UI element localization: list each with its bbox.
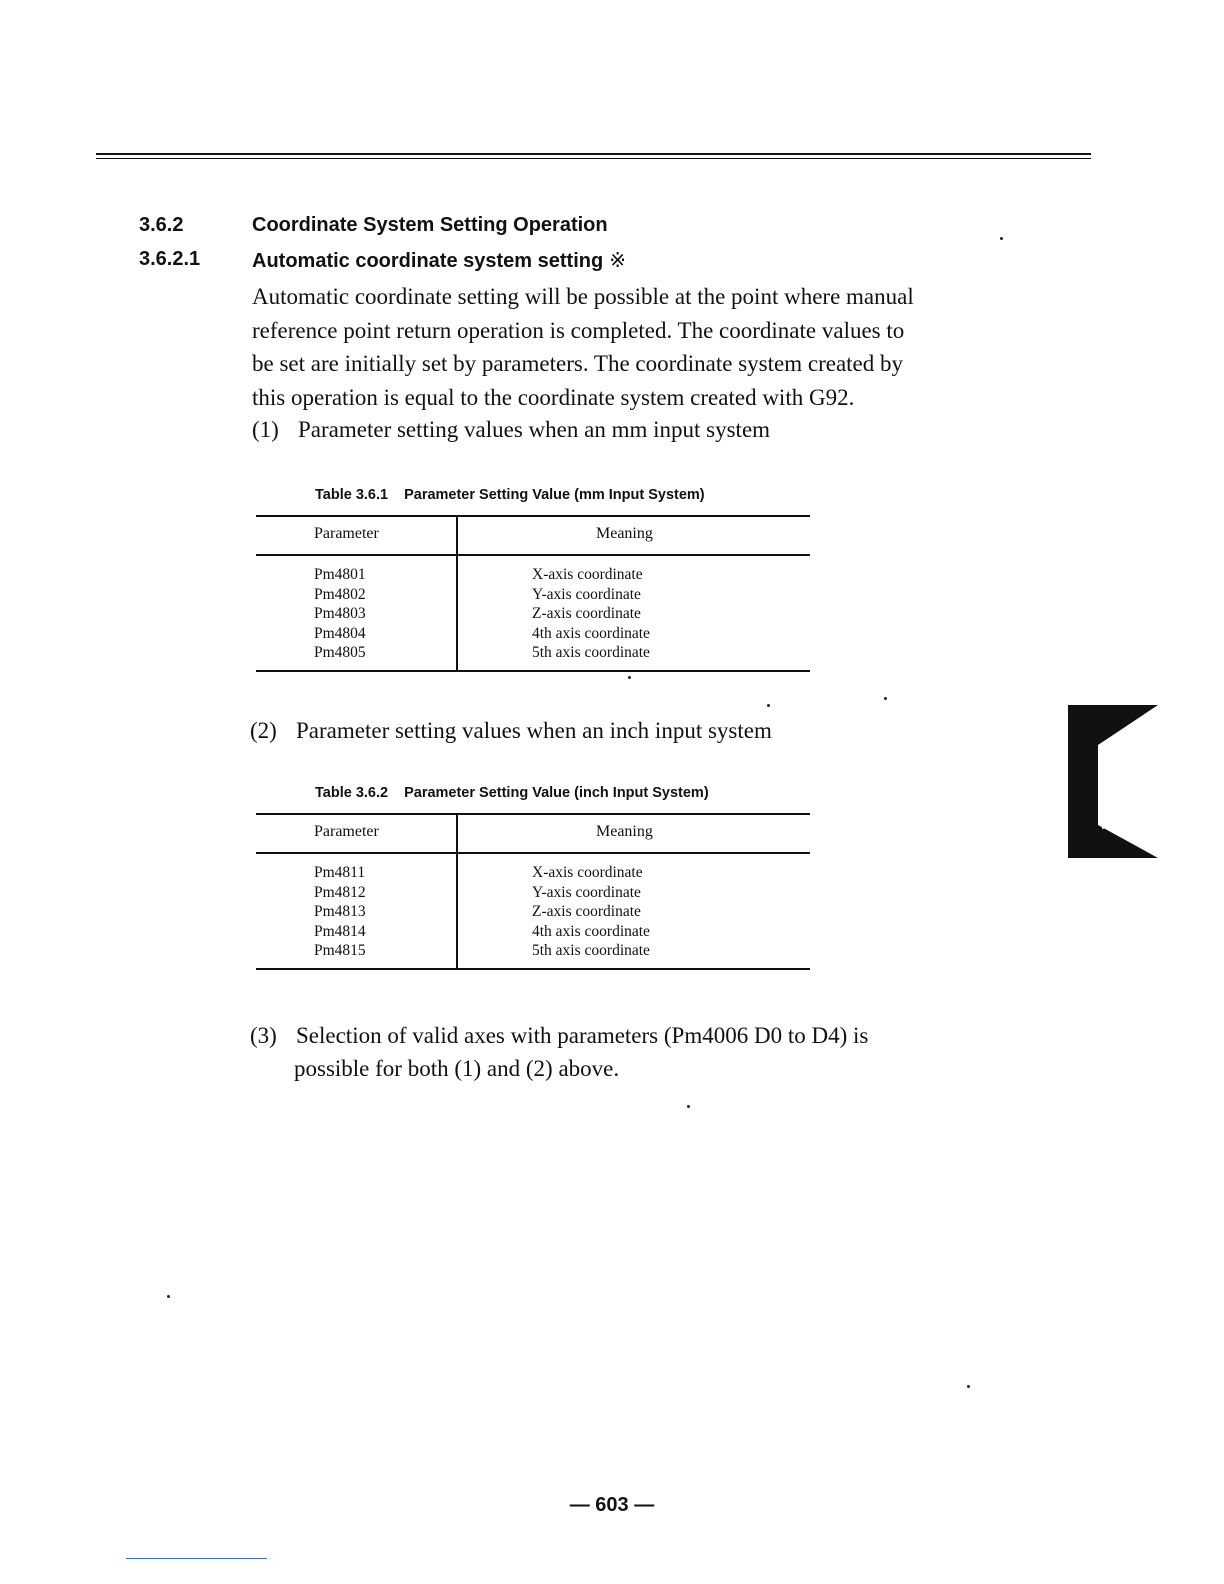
table-caption <box>315 785 709 801</box>
header-rule-thin <box>96 158 1091 159</box>
footer-rule <box>126 1558 267 1559</box>
table-cell-meaning: 4th axis coordinate <box>532 922 650 940</box>
scan-speck <box>687 1105 690 1108</box>
section-number: 3.6.2 <box>139 214 184 236</box>
meaning-column <box>532 565 650 663</box>
list-item-2 <box>250 714 772 747</box>
page-number: — 603 — <box>569 1494 655 1516</box>
table-rule <box>256 554 810 556</box>
table-caption <box>315 487 705 503</box>
table-cell-meaning: X-axis coordinate <box>532 864 643 881</box>
table-cell-meaning: Y-axis coordinate <box>532 883 641 901</box>
option-marker-icon: ※ <box>609 250 626 272</box>
table-cell-parameter: Pm4814 <box>314 922 366 940</box>
column-header-parameter: Parameter <box>314 525 379 542</box>
column-header-meaning: Meaning <box>596 525 653 542</box>
section-title: Coordinate System Setting Operation <box>252 214 608 236</box>
table-cell-meaning: 5th axis coordinate <box>532 644 650 661</box>
table-cell-meaning: Y-axis coordinate <box>532 585 641 603</box>
table-rule <box>256 968 810 970</box>
table-rule <box>256 852 810 854</box>
table-title: Parameter Setting Value (mm Input System) <box>404 487 705 503</box>
chapter-tab-icon <box>1068 705 1158 858</box>
table-rule <box>256 515 810 517</box>
table-cell-parameter: Pm4813 <box>314 903 366 920</box>
list-item-1 <box>252 413 770 446</box>
parameter-table-mm <box>256 515 810 673</box>
table-rule <box>256 670 810 672</box>
body-line: be set are initially set by parameters. The coordinate system created by <box>252 351 903 376</box>
table-cell-parameter: Pm4811 <box>314 864 366 881</box>
table-cell-parameter: Pm4801 <box>314 566 366 583</box>
subsection-title <box>252 248 626 273</box>
scan-speck <box>767 704 770 707</box>
list-item-number: (2) <box>250 718 277 743</box>
list-item-number: (3) <box>250 1023 277 1048</box>
table-title: Parameter Setting Value (inch Input System) <box>404 785 709 801</box>
subsection-number: 3.6.2.1 <box>139 248 201 270</box>
table-number: Table 3.6.2 <box>315 785 389 801</box>
list-item-text: Parameter setting values when an inch input system <box>296 718 772 743</box>
parameter-table-inch <box>256 813 810 971</box>
list-item-text: Selection of valid axes with parameters (Pm4006 D0 to D4) is <box>296 1023 869 1048</box>
scan-speck <box>967 1385 970 1388</box>
list-item-number: (1) <box>252 417 279 442</box>
table-cell-meaning: Z-axis coordinate <box>532 605 641 622</box>
subsection-title-text: Automatic coordinate system setting <box>252 250 604 272</box>
table-number: Table 3.6.1 <box>315 487 389 503</box>
table-cell-meaning: Z-axis coordinate <box>532 903 641 920</box>
body-line: this operation is equal to the coordinate system created with G92. <box>252 384 855 410</box>
meaning-column <box>532 863 650 961</box>
table-cell-meaning: 4th axis coordinate <box>532 624 650 642</box>
table-column-divider <box>456 515 458 672</box>
body-paragraph <box>252 280 1042 414</box>
table-cell-parameter: Pm4812 <box>314 883 366 901</box>
list-item-3 <box>250 1019 1010 1085</box>
list-item-text: Parameter setting values when an mm input system <box>298 417 771 442</box>
table-cell-meaning: 5th axis coordinate <box>532 942 650 959</box>
list-item-continuation: possible for both (1) and (2) above. <box>294 1056 620 1081</box>
table-rule <box>256 813 810 815</box>
scan-speck <box>884 697 887 700</box>
table-cell-parameter: Pm4803 <box>314 605 366 622</box>
scan-speck <box>1000 237 1003 240</box>
scan-speck <box>628 676 631 679</box>
scan-speck <box>167 1295 170 1298</box>
table-cell-meaning: X-axis coordinate <box>532 566 643 583</box>
body-line: reference point return operation is completed. The coordinate values to <box>252 317 905 343</box>
table-cell-parameter: Pm4802 <box>314 585 366 603</box>
parameter-column <box>314 565 366 663</box>
table-column-divider <box>456 813 458 970</box>
header-rule-thick <box>96 153 1091 155</box>
body-line: Automatic coordinate setting will be possible at the point where manual <box>252 284 914 309</box>
column-header-meaning: Meaning <box>596 823 653 840</box>
table-cell-parameter: Pm4804 <box>314 624 366 642</box>
column-header-parameter: Parameter <box>314 823 379 840</box>
parameter-column <box>314 863 366 961</box>
table-cell-parameter: Pm4815 <box>314 942 366 959</box>
table-cell-parameter: Pm4805 <box>314 644 366 661</box>
